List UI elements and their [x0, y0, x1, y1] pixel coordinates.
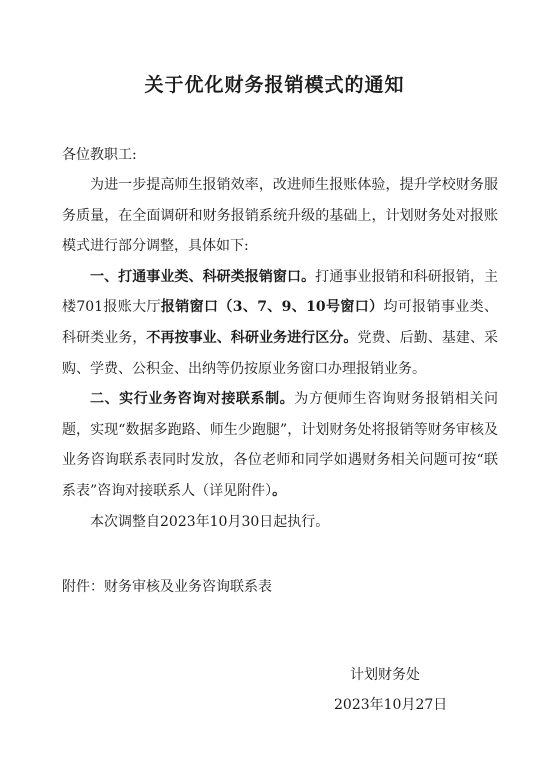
signature-department: 计划财务处: [350, 667, 420, 683]
section-1-paragraph: [62, 262, 498, 384]
section-1-text-c: 均可报销事业类、科研类业务，: [62, 299, 498, 346]
section-1-text-a: 打通事业报销和科研报销，主楼701报账大厅: [62, 268, 499, 316]
signature-date: 2023年10月27日: [334, 697, 448, 713]
document-title: 关于优化财务报销模式的通知: [144, 74, 405, 96]
intro-paragraph: 为进一步提高师生报销效率，改进师生报账体验，提升学校财务服务质量，在全面调研和财务报销系统升级的基础上，计划财务处对报账模式进行部分调整，具体如下:: [62, 177, 498, 255]
section-2-heading: 二、实行业务咨询对接联系制。: [90, 391, 295, 408]
attachment-line: 附件：财务审核及业务咨询联系表: [62, 579, 272, 595]
section-1-text-b: 报销窗口（3、7、9、10号窗口）: [160, 299, 384, 316]
effective-date-paragraph: 本次调整自2023年10月30日起执行。: [90, 513, 330, 530]
section-1-heading: 一、打通事业类、科研类报销窗口。: [90, 268, 316, 285]
section-2-paragraph: [62, 384, 498, 506]
section-2-text-a: 为方便师生咨询财务报销相关问题，实现“数据多跑路、师生少跑腿”，计划财务处将报销等财务审核及业务咨询联系表同时发放，各位老师和同学如遇财务相关问题可按“联系表”咨询对接联系人（详见附件）: [62, 391, 498, 499]
section-1-text-d: 不再按事业、科研业务进行区分。: [146, 329, 358, 346]
document-body: [62, 170, 498, 537]
salutation: 各位教职工:: [62, 147, 137, 163]
section-2-text-b: 。: [272, 482, 287, 499]
section-1-text-e: 党费、后勤、基建、采购、学费、公积金、出纳等仍按原业务窗口办理报销业务。: [62, 329, 499, 377]
